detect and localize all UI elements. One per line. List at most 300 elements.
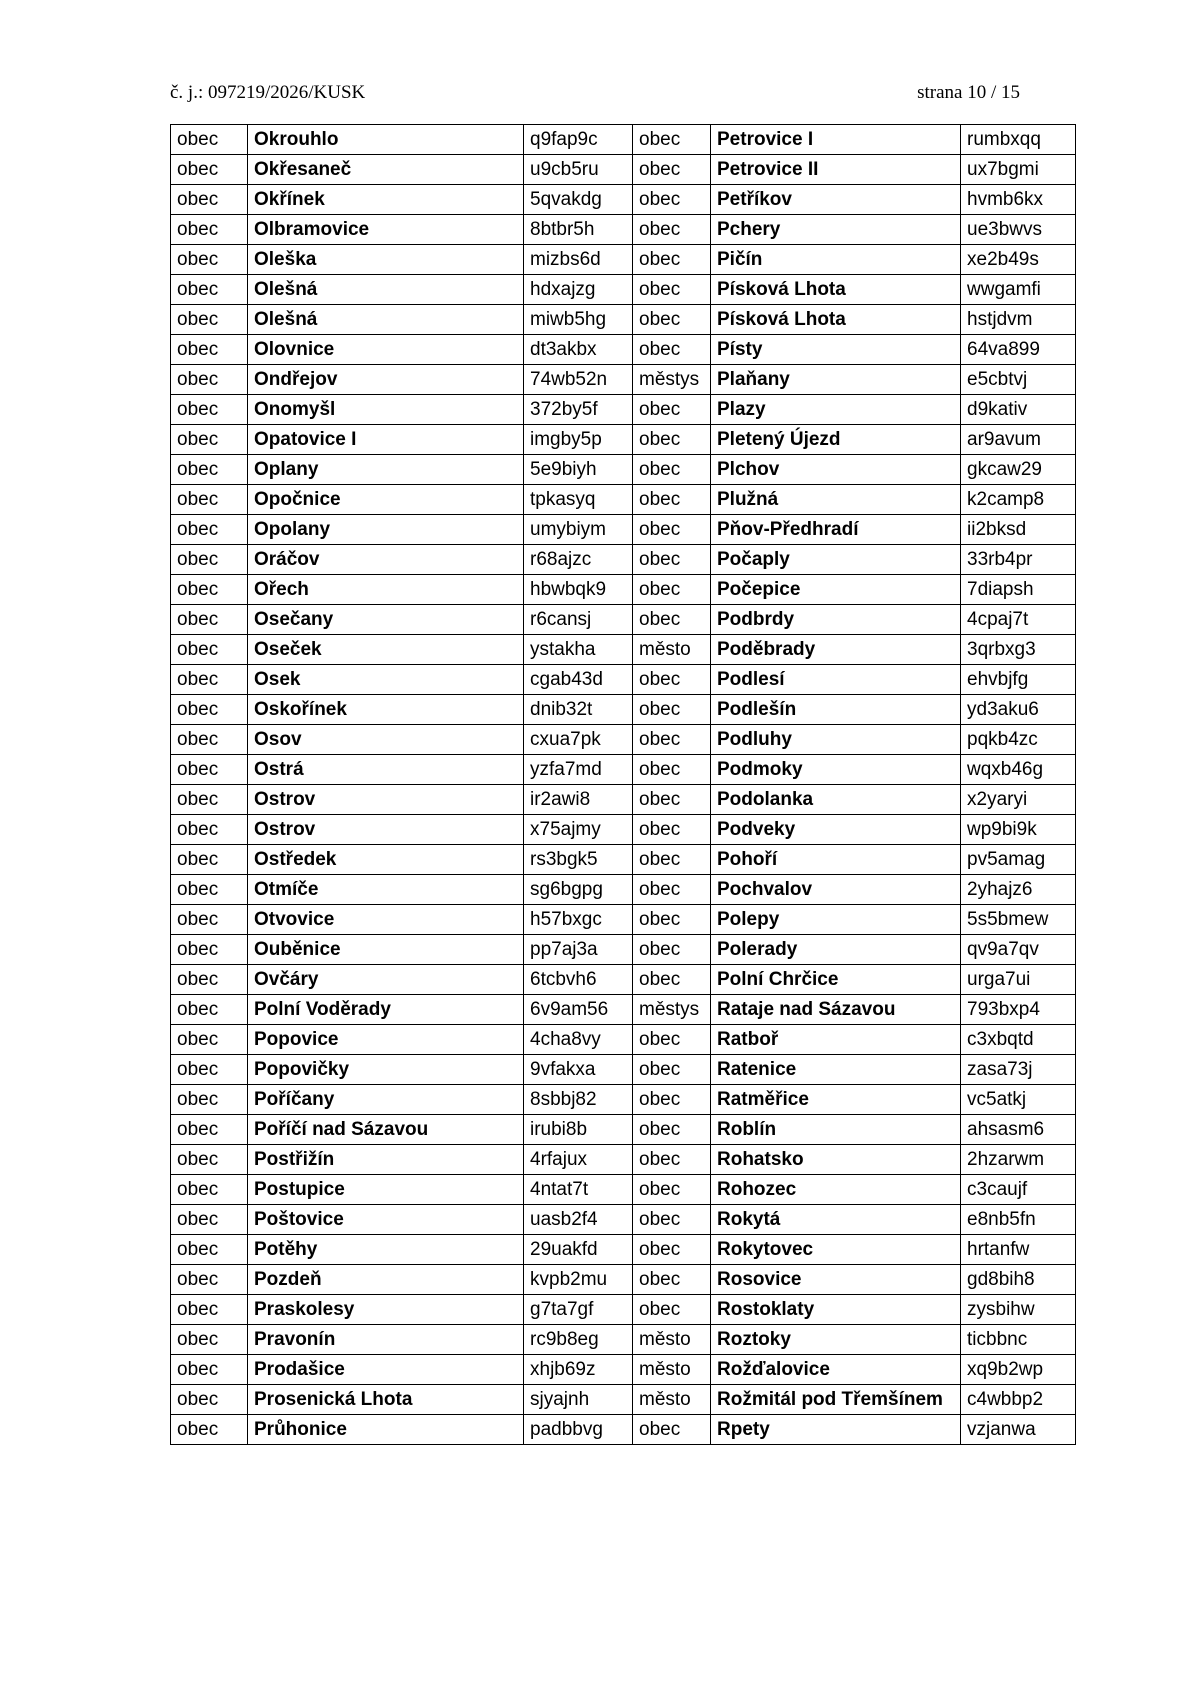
code-cell: sg6bgpg bbox=[524, 875, 633, 905]
name-cell: Prodašice bbox=[248, 1355, 524, 1385]
table-row bbox=[171, 1385, 1076, 1415]
name-cell: Podlešín bbox=[711, 695, 961, 725]
name-cell: Podveky bbox=[711, 815, 961, 845]
type-cell: obec bbox=[171, 1175, 248, 1205]
type-cell: obec bbox=[171, 1385, 248, 1415]
table-row bbox=[171, 665, 1076, 695]
type-cell: obec bbox=[633, 425, 711, 455]
table-row bbox=[171, 155, 1076, 185]
type-cell: obec bbox=[633, 485, 711, 515]
code-cell: h57bxgc bbox=[524, 905, 633, 935]
name-cell: Okřínek bbox=[248, 185, 524, 215]
code-cell: cgab43d bbox=[524, 665, 633, 695]
code-cell: rumbxqq bbox=[961, 125, 1076, 155]
code-cell: ue3bwvs bbox=[961, 215, 1076, 245]
type-cell: obec bbox=[171, 425, 248, 455]
code-cell: ux7bgmi bbox=[961, 155, 1076, 185]
type-cell: obec bbox=[633, 1175, 711, 1205]
table-row bbox=[171, 575, 1076, 605]
code-cell: 372by5f bbox=[524, 395, 633, 425]
name-cell: Poštovice bbox=[248, 1205, 524, 1235]
code-cell: 6v9am56 bbox=[524, 995, 633, 1025]
type-cell: obec bbox=[633, 665, 711, 695]
code-cell: pp7aj3a bbox=[524, 935, 633, 965]
name-cell: Olešná bbox=[248, 305, 524, 335]
name-cell: Ratenice bbox=[711, 1055, 961, 1085]
type-cell: obec bbox=[171, 575, 248, 605]
name-cell: Poděbrady bbox=[711, 635, 961, 665]
table-row bbox=[171, 935, 1076, 965]
name-cell: Olešná bbox=[248, 275, 524, 305]
type-cell: obec bbox=[633, 815, 711, 845]
type-cell: obec bbox=[633, 545, 711, 575]
type-cell: obec bbox=[171, 965, 248, 995]
code-cell: dnib32t bbox=[524, 695, 633, 725]
type-cell: obec bbox=[171, 1115, 248, 1145]
code-cell: gd8bih8 bbox=[961, 1265, 1076, 1295]
type-cell: obec bbox=[171, 1025, 248, 1055]
type-cell: obec bbox=[171, 515, 248, 545]
code-cell: x75ajmy bbox=[524, 815, 633, 845]
code-cell: rc9b8eg bbox=[524, 1325, 633, 1355]
code-cell: 2hzarwm bbox=[961, 1145, 1076, 1175]
table-row bbox=[171, 725, 1076, 755]
name-cell: Roblín bbox=[711, 1115, 961, 1145]
code-cell: dt3akbx bbox=[524, 335, 633, 365]
code-cell: g7ta7gf bbox=[524, 1295, 633, 1325]
type-cell: obec bbox=[633, 185, 711, 215]
type-cell: obec bbox=[633, 1055, 711, 1085]
code-cell: gkcaw29 bbox=[961, 455, 1076, 485]
name-cell: Petrovice II bbox=[711, 155, 961, 185]
code-cell: ir2awi8 bbox=[524, 785, 633, 815]
name-cell: Počepice bbox=[711, 575, 961, 605]
type-cell: obec bbox=[171, 1355, 248, 1385]
table-row bbox=[171, 1205, 1076, 1235]
name-cell: Rokytá bbox=[711, 1205, 961, 1235]
type-cell: obec bbox=[171, 1265, 248, 1295]
table-row bbox=[171, 1235, 1076, 1265]
code-cell: e5cbtvj bbox=[961, 365, 1076, 395]
type-cell: obec bbox=[171, 875, 248, 905]
code-cell: 29uakfd bbox=[524, 1235, 633, 1265]
type-cell: obec bbox=[171, 215, 248, 245]
code-cell: 793bxp4 bbox=[961, 995, 1076, 1025]
type-cell: obec bbox=[171, 395, 248, 425]
name-cell: Ostrá bbox=[248, 755, 524, 785]
type-cell: obec bbox=[633, 335, 711, 365]
name-cell: Pičín bbox=[711, 245, 961, 275]
name-cell: Plaňany bbox=[711, 365, 961, 395]
name-cell: Oplany bbox=[248, 455, 524, 485]
name-cell: Ostrov bbox=[248, 815, 524, 845]
name-cell: Poříčí nad Sázavou bbox=[248, 1115, 524, 1145]
name-cell: Rokytovec bbox=[711, 1235, 961, 1265]
code-cell: 4ntat7t bbox=[524, 1175, 633, 1205]
name-cell: Praskolesy bbox=[248, 1295, 524, 1325]
name-cell: Postupice bbox=[248, 1175, 524, 1205]
name-cell: Podluhy bbox=[711, 725, 961, 755]
name-cell: Pohoří bbox=[711, 845, 961, 875]
name-cell: Pochvalov bbox=[711, 875, 961, 905]
name-cell: Potěhy bbox=[248, 1235, 524, 1265]
type-cell: obec bbox=[171, 665, 248, 695]
type-cell: obec bbox=[171, 1415, 248, 1445]
code-cell: e8nb5fn bbox=[961, 1205, 1076, 1235]
code-cell: vc5atkj bbox=[961, 1085, 1076, 1115]
table-row bbox=[171, 1085, 1076, 1115]
code-cell: xe2b49s bbox=[961, 245, 1076, 275]
type-cell: obec bbox=[171, 695, 248, 725]
name-cell: Písková Lhota bbox=[711, 305, 961, 335]
code-cell: 4cpaj7t bbox=[961, 605, 1076, 635]
type-cell: obec bbox=[171, 1205, 248, 1235]
table-row bbox=[171, 365, 1076, 395]
name-cell: Písková Lhota bbox=[711, 275, 961, 305]
code-cell: rs3bgk5 bbox=[524, 845, 633, 875]
type-cell: obec bbox=[633, 455, 711, 485]
code-cell: 5e9biyh bbox=[524, 455, 633, 485]
document-reference: č. j.: 097219/2026/KUSK bbox=[170, 82, 366, 103]
code-cell: 5qvakdg bbox=[524, 185, 633, 215]
code-cell: c3xbqtd bbox=[961, 1025, 1076, 1055]
type-cell: obec bbox=[171, 935, 248, 965]
name-cell: Ovčáry bbox=[248, 965, 524, 995]
name-cell: Plužná bbox=[711, 485, 961, 515]
name-cell: Podmoky bbox=[711, 755, 961, 785]
table-row bbox=[171, 995, 1076, 1025]
table-row bbox=[171, 1355, 1076, 1385]
name-cell: Prosenická Lhota bbox=[248, 1385, 524, 1415]
code-cell: x2yaryi bbox=[961, 785, 1076, 815]
code-cell: sjyajnh bbox=[524, 1385, 633, 1415]
code-cell: hstjdvm bbox=[961, 305, 1076, 335]
type-cell: obec bbox=[633, 395, 711, 425]
code-cell: wqxb46g bbox=[961, 755, 1076, 785]
code-cell: q9fap9c bbox=[524, 125, 633, 155]
type-cell: obec bbox=[633, 245, 711, 275]
name-cell: Opatovice I bbox=[248, 425, 524, 455]
type-cell: obec bbox=[171, 125, 248, 155]
code-cell: qv9a7qv bbox=[961, 935, 1076, 965]
type-cell: obec bbox=[171, 335, 248, 365]
code-cell: yzfa7md bbox=[524, 755, 633, 785]
type-cell: obec bbox=[633, 305, 711, 335]
type-cell: obec bbox=[171, 185, 248, 215]
name-cell: Opolany bbox=[248, 515, 524, 545]
code-cell: hdxajzg bbox=[524, 275, 633, 305]
code-cell: u9cb5ru bbox=[524, 155, 633, 185]
type-cell: obec bbox=[171, 815, 248, 845]
type-cell: obec bbox=[633, 1115, 711, 1145]
type-cell: obec bbox=[171, 1325, 248, 1355]
code-cell: xhjb69z bbox=[524, 1355, 633, 1385]
type-cell: město bbox=[633, 1385, 711, 1415]
type-cell: obec bbox=[171, 275, 248, 305]
type-cell: obec bbox=[633, 125, 711, 155]
code-cell: ii2bksd bbox=[961, 515, 1076, 545]
table-row bbox=[171, 845, 1076, 875]
code-cell: yd3aku6 bbox=[961, 695, 1076, 725]
code-cell: 4rfajux bbox=[524, 1145, 633, 1175]
name-cell: Rostoklaty bbox=[711, 1295, 961, 1325]
type-cell: obec bbox=[171, 905, 248, 935]
type-cell: obec bbox=[633, 935, 711, 965]
name-cell: Pozdeň bbox=[248, 1265, 524, 1295]
type-cell: obec bbox=[633, 155, 711, 185]
name-cell: Ondřejov bbox=[248, 365, 524, 395]
table-row bbox=[171, 815, 1076, 845]
type-cell: město bbox=[633, 635, 711, 665]
name-cell: Petrovice I bbox=[711, 125, 961, 155]
page-number: strana 10 / 15 bbox=[917, 82, 1020, 103]
name-cell: Rožďalovice bbox=[711, 1355, 961, 1385]
name-cell: Otvovice bbox=[248, 905, 524, 935]
code-cell: 3qrbxg3 bbox=[961, 635, 1076, 665]
name-cell: Podlesí bbox=[711, 665, 961, 695]
code-cell: urga7ui bbox=[961, 965, 1076, 995]
type-cell: obec bbox=[171, 455, 248, 485]
code-cell: 64va899 bbox=[961, 335, 1076, 365]
type-cell: obec bbox=[171, 755, 248, 785]
table-row bbox=[171, 695, 1076, 725]
name-cell: Ostředek bbox=[248, 845, 524, 875]
table-row bbox=[171, 335, 1076, 365]
name-cell: Okřesaneč bbox=[248, 155, 524, 185]
table-row bbox=[171, 545, 1076, 575]
code-cell: 33rb4pr bbox=[961, 545, 1076, 575]
code-cell: 4cha8vy bbox=[524, 1025, 633, 1055]
code-cell: ystakha bbox=[524, 635, 633, 665]
name-cell: Plchov bbox=[711, 455, 961, 485]
table-row bbox=[171, 125, 1076, 155]
type-cell: obec bbox=[171, 245, 248, 275]
code-cell: c3caujf bbox=[961, 1175, 1076, 1205]
name-cell: Osov bbox=[248, 725, 524, 755]
type-cell: obec bbox=[633, 515, 711, 545]
type-cell: obec bbox=[171, 365, 248, 395]
name-cell: Ostrov bbox=[248, 785, 524, 815]
type-cell: obec bbox=[633, 785, 711, 815]
table-row bbox=[171, 395, 1076, 425]
type-cell: obec bbox=[171, 1085, 248, 1115]
page-header bbox=[170, 82, 1020, 106]
name-cell: Pletený Újezd bbox=[711, 425, 961, 455]
type-cell: obec bbox=[171, 725, 248, 755]
code-cell: 5s5bmew bbox=[961, 905, 1076, 935]
name-cell: Petříkov bbox=[711, 185, 961, 215]
table-row bbox=[171, 185, 1076, 215]
name-cell: Osek bbox=[248, 665, 524, 695]
code-cell: hrtanfw bbox=[961, 1235, 1076, 1265]
type-cell: obec bbox=[633, 575, 711, 605]
code-cell: vzjanwa bbox=[961, 1415, 1076, 1445]
name-cell: Popovičky bbox=[248, 1055, 524, 1085]
name-cell: Polní Chrčice bbox=[711, 965, 961, 995]
type-cell: obec bbox=[633, 905, 711, 935]
table-row bbox=[171, 1115, 1076, 1145]
table-row bbox=[171, 1175, 1076, 1205]
type-cell: obec bbox=[633, 1025, 711, 1055]
code-cell: 2yhajz6 bbox=[961, 875, 1076, 905]
table-row bbox=[171, 635, 1076, 665]
name-cell: Onomyšl bbox=[248, 395, 524, 425]
code-cell: umybiym bbox=[524, 515, 633, 545]
type-cell: obec bbox=[171, 635, 248, 665]
table-row bbox=[171, 485, 1076, 515]
name-cell: Roztoky bbox=[711, 1325, 961, 1355]
type-cell: obec bbox=[633, 1265, 711, 1295]
code-cell: uasb2f4 bbox=[524, 1205, 633, 1235]
code-cell: miwb5hg bbox=[524, 305, 633, 335]
code-cell: 7diapsh bbox=[961, 575, 1076, 605]
name-cell: Olbramovice bbox=[248, 215, 524, 245]
name-cell: Podolanka bbox=[711, 785, 961, 815]
code-cell: irubi8b bbox=[524, 1115, 633, 1145]
type-cell: obec bbox=[633, 1085, 711, 1115]
name-cell: Podbrdy bbox=[711, 605, 961, 635]
type-cell: obec bbox=[171, 995, 248, 1025]
type-cell: obec bbox=[171, 605, 248, 635]
name-cell: Rpety bbox=[711, 1415, 961, 1445]
name-cell: Ořech bbox=[248, 575, 524, 605]
table-row bbox=[171, 785, 1076, 815]
name-cell: Otmíče bbox=[248, 875, 524, 905]
name-cell: Průhonice bbox=[248, 1415, 524, 1445]
code-cell: pqkb4zc bbox=[961, 725, 1076, 755]
name-cell: Polerady bbox=[711, 935, 961, 965]
name-cell: Pchery bbox=[711, 215, 961, 245]
type-cell: obec bbox=[171, 845, 248, 875]
table-row bbox=[171, 215, 1076, 245]
code-cell: padbbvg bbox=[524, 1415, 633, 1445]
code-cell: zysbihw bbox=[961, 1295, 1076, 1325]
table-row bbox=[171, 1265, 1076, 1295]
name-cell: Plazy bbox=[711, 395, 961, 425]
name-cell: Polní Voděrady bbox=[248, 995, 524, 1025]
table-row bbox=[171, 1415, 1076, 1445]
code-cell: 8sbbj82 bbox=[524, 1085, 633, 1115]
name-cell: Oseček bbox=[248, 635, 524, 665]
code-cell: k2camp8 bbox=[961, 485, 1076, 515]
name-cell: Olovnice bbox=[248, 335, 524, 365]
code-cell: tpkasyq bbox=[524, 485, 633, 515]
type-cell: městys bbox=[633, 995, 711, 1025]
type-cell: město bbox=[633, 1325, 711, 1355]
code-cell: ahsasm6 bbox=[961, 1115, 1076, 1145]
table-row bbox=[171, 875, 1076, 905]
table-row bbox=[171, 305, 1076, 335]
code-cell: xq9b2wp bbox=[961, 1355, 1076, 1385]
type-cell: obec bbox=[171, 155, 248, 185]
name-cell: Rohatsko bbox=[711, 1145, 961, 1175]
type-cell: obec bbox=[633, 1235, 711, 1265]
table-row bbox=[171, 965, 1076, 995]
type-cell: obec bbox=[171, 1235, 248, 1265]
type-cell: obec bbox=[633, 755, 711, 785]
code-cell: wp9bi9k bbox=[961, 815, 1076, 845]
name-cell: Polepy bbox=[711, 905, 961, 935]
type-cell: obec bbox=[171, 785, 248, 815]
table-row bbox=[171, 1295, 1076, 1325]
code-cell: wwgamfi bbox=[961, 275, 1076, 305]
type-cell: obec bbox=[633, 965, 711, 995]
type-cell: obec bbox=[171, 1145, 248, 1175]
table-row bbox=[171, 245, 1076, 275]
name-cell: Ratměřice bbox=[711, 1085, 961, 1115]
type-cell: obec bbox=[633, 215, 711, 245]
table-row bbox=[171, 425, 1076, 455]
code-cell: 8btbr5h bbox=[524, 215, 633, 245]
type-cell: obec bbox=[633, 1145, 711, 1175]
name-cell: Oleška bbox=[248, 245, 524, 275]
type-cell: obec bbox=[171, 485, 248, 515]
code-cell: zasa73j bbox=[961, 1055, 1076, 1085]
type-cell: obec bbox=[633, 1295, 711, 1325]
table-row bbox=[171, 1145, 1076, 1175]
name-cell: Oráčov bbox=[248, 545, 524, 575]
name-cell: Poříčany bbox=[248, 1085, 524, 1115]
type-cell: obec bbox=[633, 875, 711, 905]
type-cell: obec bbox=[633, 695, 711, 725]
code-cell: 6tcbvh6 bbox=[524, 965, 633, 995]
code-cell: kvpb2mu bbox=[524, 1265, 633, 1295]
table-row bbox=[171, 905, 1076, 935]
code-cell: ar9avum bbox=[961, 425, 1076, 455]
name-cell: Postřižín bbox=[248, 1145, 524, 1175]
code-cell: cxua7pk bbox=[524, 725, 633, 755]
name-cell: Pňov-Předhradí bbox=[711, 515, 961, 545]
code-cell: ehvbjfg bbox=[961, 665, 1076, 695]
code-cell: pv5amag bbox=[961, 845, 1076, 875]
code-cell: hbwbqk9 bbox=[524, 575, 633, 605]
name-cell: Oskořínek bbox=[248, 695, 524, 725]
name-cell: Počaply bbox=[711, 545, 961, 575]
name-cell: Okrouhlo bbox=[248, 125, 524, 155]
name-cell: Rataje nad Sázavou bbox=[711, 995, 961, 1025]
code-cell: imgby5p bbox=[524, 425, 633, 455]
code-cell: r68ajzc bbox=[524, 545, 633, 575]
type-cell: obec bbox=[171, 545, 248, 575]
type-cell: obec bbox=[633, 275, 711, 305]
type-cell: obec bbox=[171, 1055, 248, 1085]
code-cell: 9vfakxa bbox=[524, 1055, 633, 1085]
code-cell: 74wb52n bbox=[524, 365, 633, 395]
type-cell: město bbox=[633, 1355, 711, 1385]
type-cell: obec bbox=[633, 1415, 711, 1445]
name-cell: Opočnice bbox=[248, 485, 524, 515]
type-cell: obec bbox=[171, 305, 248, 335]
type-cell: obec bbox=[633, 1205, 711, 1235]
table-row bbox=[171, 755, 1076, 785]
type-cell: obec bbox=[171, 1295, 248, 1325]
code-cell: ticbbnc bbox=[961, 1325, 1076, 1355]
table-row bbox=[171, 455, 1076, 485]
code-cell: hvmb6kx bbox=[961, 185, 1076, 215]
table-row bbox=[171, 515, 1076, 545]
type-cell: obec bbox=[633, 605, 711, 635]
table-row bbox=[171, 605, 1076, 635]
code-cell: r6cansj bbox=[524, 605, 633, 635]
name-cell: Rožmitál pod Třemšínem bbox=[711, 1385, 961, 1415]
municipality-table bbox=[170, 124, 1076, 1445]
code-cell: d9kativ bbox=[961, 395, 1076, 425]
table-row bbox=[171, 275, 1076, 305]
type-cell: městys bbox=[633, 365, 711, 395]
code-cell: mizbs6d bbox=[524, 245, 633, 275]
name-cell: Ouběnice bbox=[248, 935, 524, 965]
table-row bbox=[171, 1325, 1076, 1355]
